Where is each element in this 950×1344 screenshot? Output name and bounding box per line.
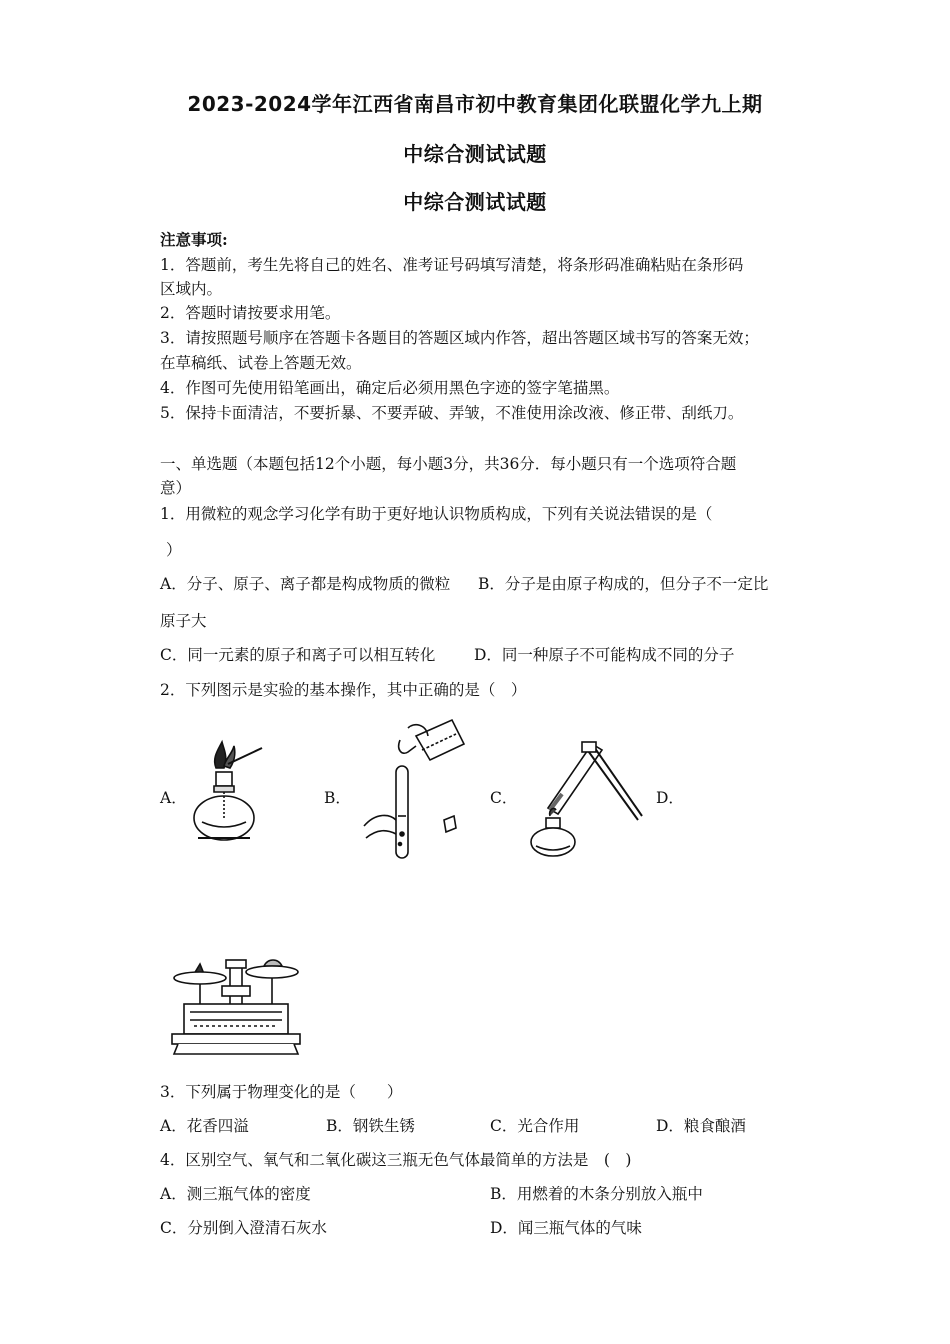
notice-item: 在草稿纸、试卷上答题无效。 bbox=[160, 354, 362, 372]
notice-item: 3．请按照题号顺序在答题卡各题目的答题区域内作答，超出答题区域书写的答案无效； bbox=[160, 329, 759, 347]
q1-option-c: C．同一元素的原子和离子可以相互转化 bbox=[160, 646, 436, 664]
q4-option-c: C．分别倒入澄清石灰水 bbox=[160, 1219, 327, 1237]
q2-label-c: C． bbox=[490, 789, 518, 807]
notice-item: 2．答题时请按要求用笔。 bbox=[160, 304, 341, 322]
q1-option-b-cont: 原子大 bbox=[160, 612, 207, 630]
exam-title-line-3: 中综合测试试题 bbox=[403, 190, 547, 214]
exam-title-line-2: 中综合测试试题 bbox=[403, 142, 547, 166]
q3-option-d: D．粮食酿酒 bbox=[656, 1117, 746, 1135]
notice-item: 区域内。 bbox=[160, 280, 223, 298]
notice-heading: 注意事项: bbox=[160, 230, 228, 249]
notice-item: 4．作图可先使用铅笔画出，确定后必须用黑色字迹的签字笔描黑。 bbox=[160, 379, 620, 397]
exam-title-line-1: 2023-2024学年江西省南昌市初中教育集团化联盟化学九上期 bbox=[187, 92, 763, 116]
pour-liquid-figure bbox=[356, 716, 468, 866]
balance-scale-figure bbox=[164, 956, 320, 1060]
notice-item: 5．保持卡面清洁，不要折暴、不要弄破、弄皱，不准使用涂改液、修正带、刮纸刀。 bbox=[160, 404, 744, 422]
q1-stem: 1．用微粒的观念学习化学有助于更好地认识物质构成，下列有关说法错误的是（ bbox=[160, 505, 713, 523]
q2-label-a: A． bbox=[160, 789, 187, 807]
q4-stem: 4．区别空气、氧气和二氧化碳这三瓶无色气体最简单的方法是 ( ) bbox=[160, 1151, 632, 1169]
section-heading-cont: 意） bbox=[160, 479, 192, 497]
section-heading: 一、单选题（本题包括12个小题，每小题3分，共36分．每小题只有一个选项符合题 bbox=[160, 455, 737, 473]
q2-label-b: B． bbox=[324, 789, 351, 807]
q4-option-a: A．测三瓶气体的密度 bbox=[160, 1185, 311, 1203]
q3-option-b: B．钢铁生锈 bbox=[326, 1117, 415, 1135]
q4-option-b: B．用燃着的木条分别放入瓶中 bbox=[490, 1185, 703, 1203]
q1-option-a: A．分子、原子、离子都是构成物质的微粒 bbox=[160, 575, 451, 593]
alcohol-lamp-ignition-figure bbox=[188, 738, 268, 854]
q3-option-a: A．花香四溢 bbox=[160, 1117, 249, 1135]
notice-item: 1．答题前，考生先将自己的姓名、准考证号码填写清楚，将条形码准确粘贴在条形码 bbox=[160, 256, 744, 274]
q4-option-d: D．闻三瓶气体的气味 bbox=[490, 1219, 642, 1237]
q1-option-d: D．同一种原子不可能构成不同的分子 bbox=[474, 646, 735, 664]
heat-test-tube-figure bbox=[526, 738, 648, 858]
q3-stem: 3．下列属于物理变化的是（ ） bbox=[160, 1083, 403, 1101]
q2-stem: 2．下列图示是实验的基本操作，其中正确的是（ ） bbox=[160, 681, 527, 699]
q2-label-d: D． bbox=[656, 789, 684, 807]
q1-option-b: B．分子是由原子构成的，但分子不一定比 bbox=[478, 575, 769, 593]
q3-option-c: C．光合作用 bbox=[490, 1117, 580, 1135]
q1-stem-cont: ） bbox=[166, 541, 182, 559]
